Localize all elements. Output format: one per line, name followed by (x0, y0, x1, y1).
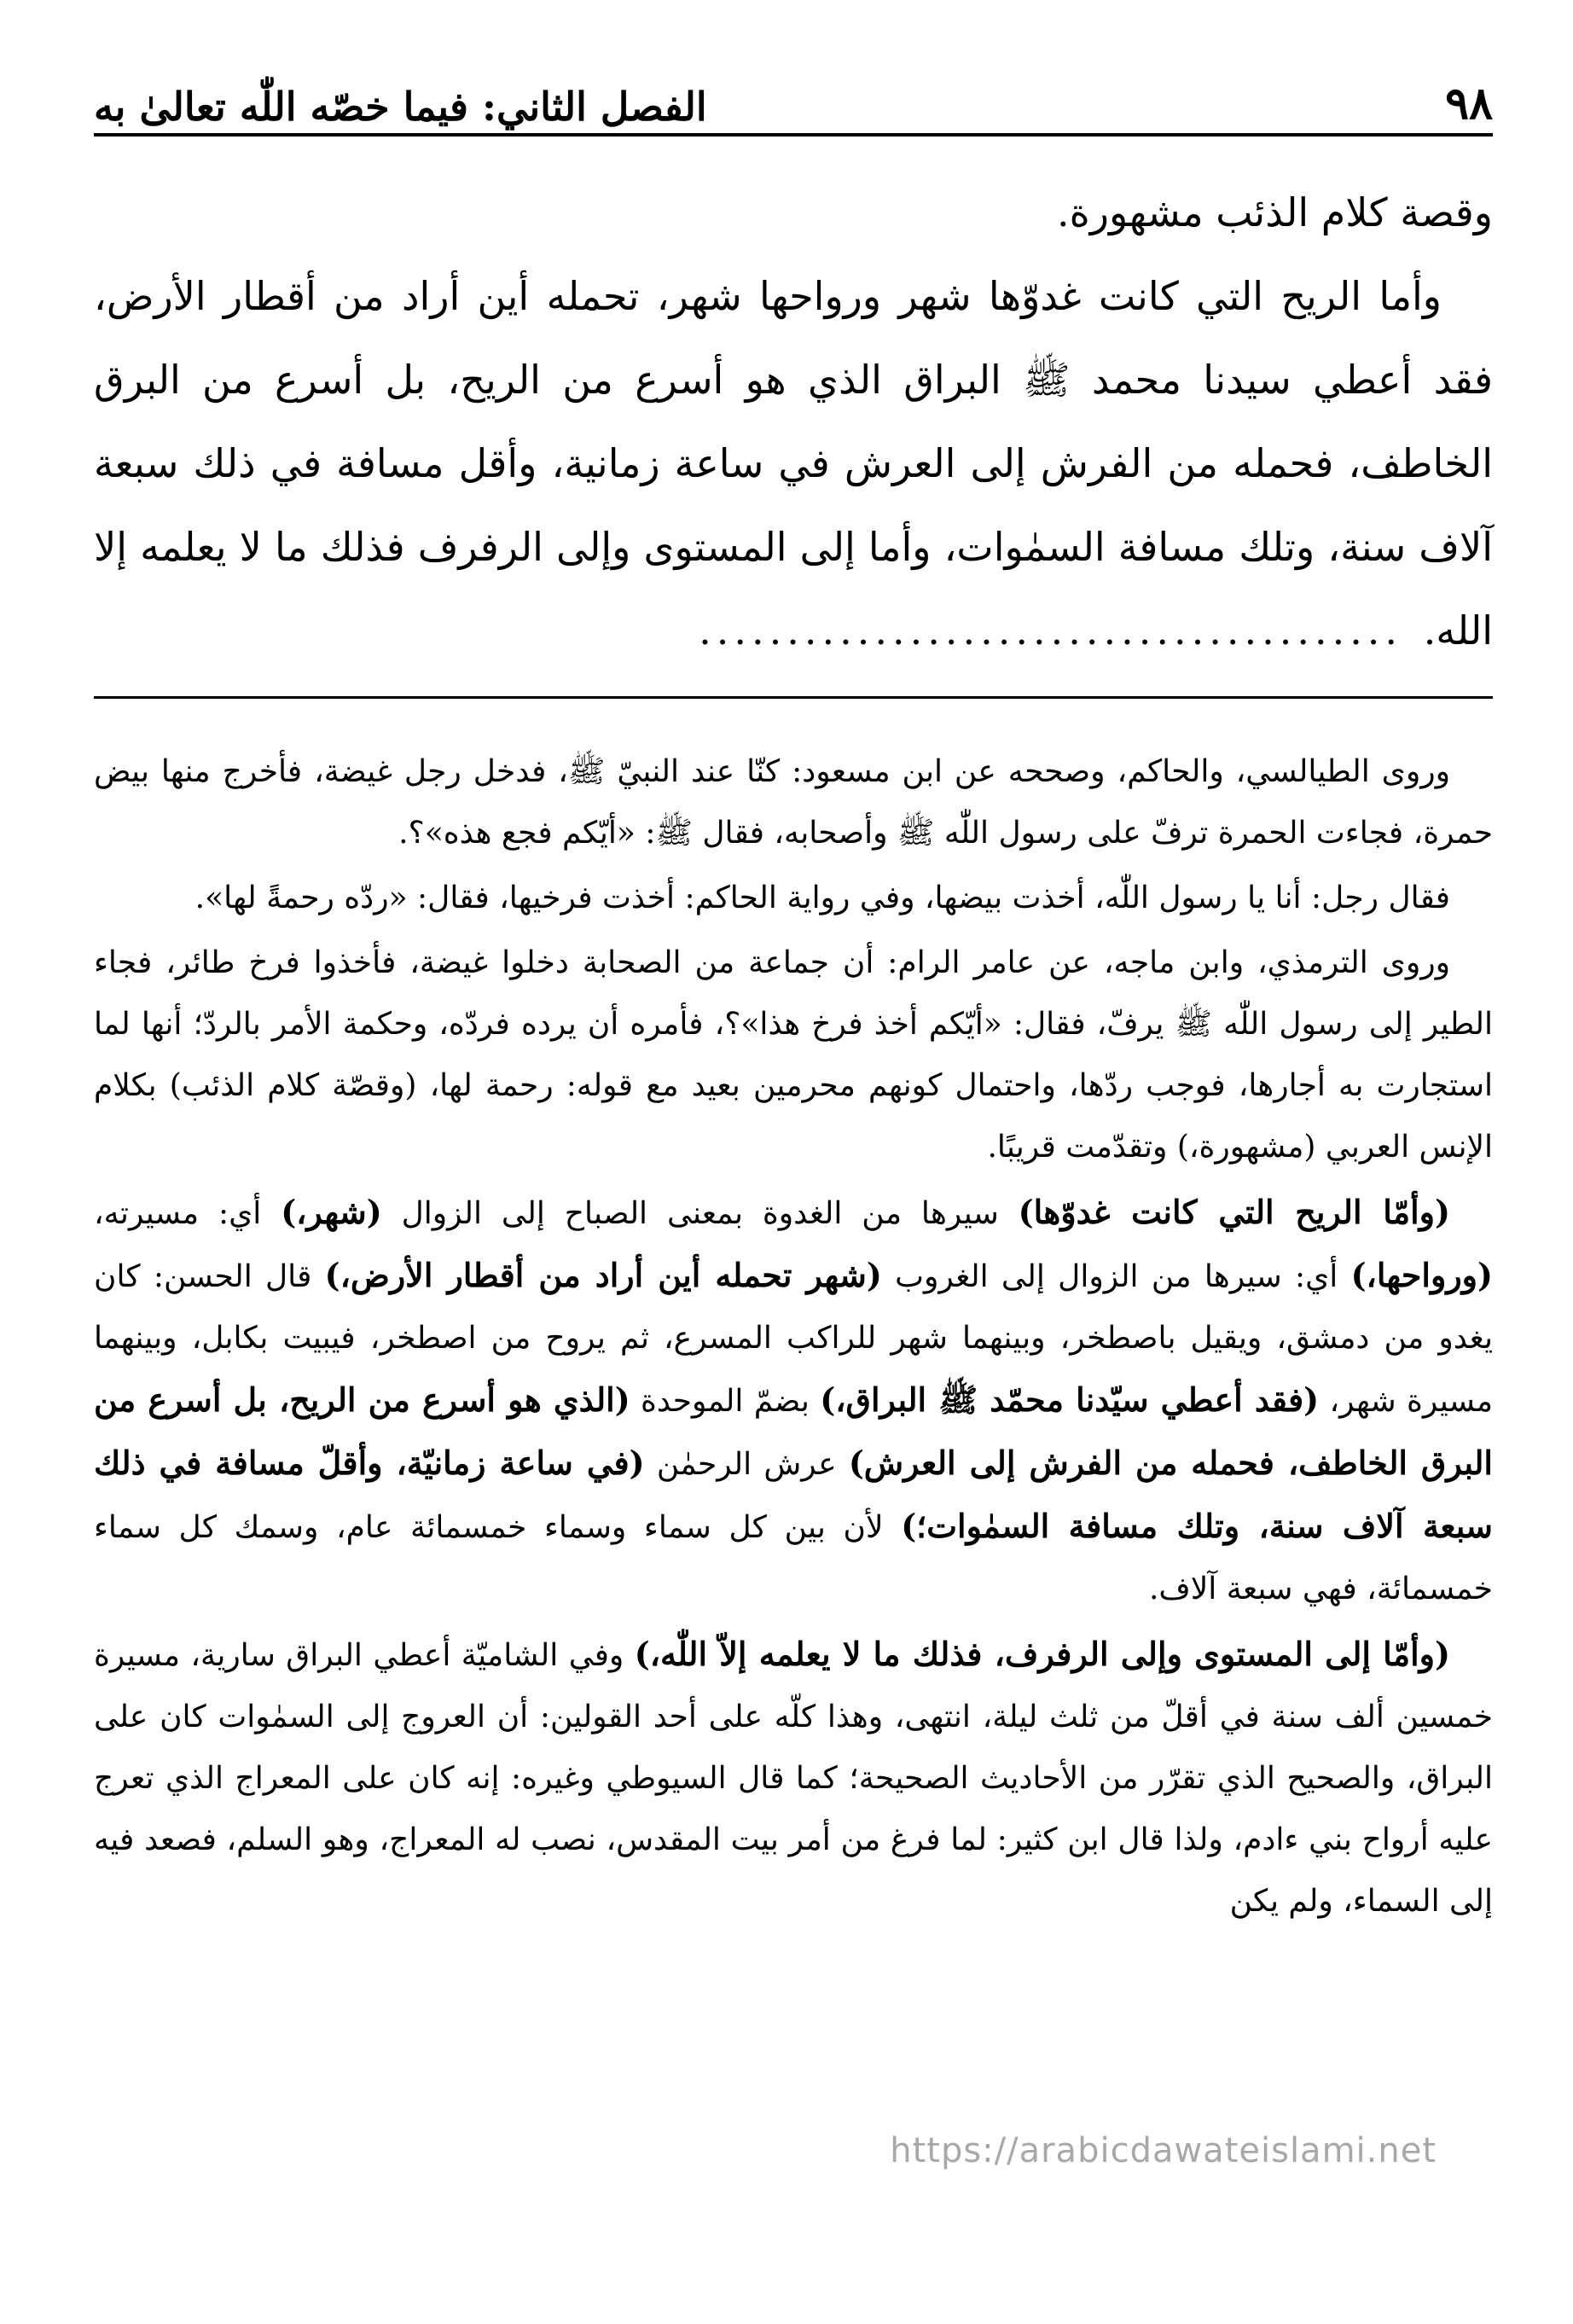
quoted-matn: (ورواحها،) (1350, 1256, 1493, 1294)
explanation: أي: سيرها من الزوال إلى الغروب (881, 1259, 1351, 1294)
commentary-paragraph-1: وروى الطيالسي، والحاكم، وصححه عن ابن مسعود: كنّا عند النبيّ ﷺ، فدخل رجل غيضة، فأخرج منها بيض حمرة، فجاءت الحمرة ترفّ على رسول اللّٰه ﷺ وأصحابه، فقال ﷺ: «أيّكم فجع هذه»؟. (94, 754, 1493, 851)
explanation: أي: مسيرته، (94, 1196, 282, 1231)
quoted-matn: (شهر،) (281, 1193, 382, 1231)
quoted-matn: (شهر تحمله أين أراد من أقطار الأرض،) (324, 1256, 882, 1294)
commentary-paragraph-2: فقال رجل: أنا يا رسول اللّٰه، أخذت بيضها، وفي رواية الحاكم: أخذت فرخيها، فقال: «ردّه رحمةً لها». (194, 880, 1450, 915)
page-header (94, 51, 1493, 137)
main-text-paragraph-1: وقصة كلام الذئب مشهورة. (1057, 189, 1493, 235)
main-text (94, 171, 1493, 672)
commentary-paragraph-3: وروى الترمذي، وابن ماجه، عن عامر الرام: أن جماعة من الصحابة دخلوا غيضة، فأخذوا فرخ طائر، فجاء الطير إلى رسول اللّٰه ﷺ يرفّ، فقال: «أيّكم أخذ فرخ هذا»؟، فأمره أن يرده فردّه، وحكمة الأمر بالردّ؛ أنها لما استجارت به أجارها، فوجب ردّها، واحتمال كونهم محرمين بعيد مع قوله: رحمة لها، (وقصّة كلام الذئب) بكلام الإنس العربي (مشهورة،) وتقدّمت قريبًا. (94, 945, 1493, 1165)
quoted-matn: (فقد أعطي سيّدنا محمّد ﷺ البراق،) (820, 1380, 1320, 1419)
separator-rule (94, 696, 1493, 699)
watermark-url: https://arabicdawateislami.net (890, 2131, 1437, 2170)
explanation: بضمّ الموحدة (630, 1384, 821, 1419)
book-page (94, 51, 1493, 2269)
page-number: ٩٨ (1445, 78, 1493, 130)
quoted-matn: (وأمّا الريح التي كانت غدوّها) (1018, 1193, 1451, 1231)
quoted-matn: (في ساعة زمانيّة، وأقلّ مسافة في ذلك سبعة آلاف سنة، وتلك مسافة السمٰوات؛) (94, 1444, 1494, 1545)
explanation: وفي الشاميّة أعطي البراق سارية، مسيرة خمسين ألف سنة في أقلّ من ثلث ليلة، انتهى، وهذا كلّه على أحد القولين: أن العروج إلى السمٰوات كان على البراق، والصحيح الذي تقرّر من الأحاديث الصحيحة؛ كما قال السيوطي وغيره: إنه كان على المعراج الذي تعرج عليه أرواح بني ءادم، ولذا قال ابن كثير: لما فرغ من أمر بيت المقدس، نصب له المعراج، وهو السلم، فصعد فيه إلى السماء، ولم يكن (94, 1638, 1493, 1919)
explanation: عرش الرحمٰن (644, 1447, 849, 1482)
running-title: الفصل الثاني: فيما خصّه اللّٰه تعالىٰ به (94, 84, 707, 130)
explanation: لأن بين كل سماء وسماء خمسمائة عام، وسمك كل سماء خمسمائة، فهي سبعة آلاف. (94, 1510, 1493, 1606)
commentary-text (94, 741, 1493, 1932)
quoted-matn: (الذي هو أسرع من الريح، بل أسرع من البرق الخاطف، فحمله من الفرش إلى العرش) (94, 1380, 1493, 1482)
commentary-paragraph-5 (94, 1624, 1493, 1932)
ellipsis-dots: ........................................ (699, 607, 1403, 654)
commentary-paragraph-4 (94, 1182, 1493, 1620)
explanation: قال الحسن: كان يغدو من دمشق، ويقيل باصطخر، وبينهما شهر للراكب المسرع، ثم يروح من اصطخر، فيبيت بكابل، وبينهما مسيرة شهر، (94, 1259, 1494, 1419)
explanation: سيرها من الغدوة بمعنى الصباح إلى الزوال (381, 1196, 1019, 1231)
main-text-paragraph-2-body: وأما الريح التي كانت غدوّها شهر ورواحها شهر، تحمله أين أراد من أقطار الأرض، فقد أعطي سيدنا محمد ﷺ البراق الذي هو أسرع من الريح، بل أسرع من البرق الخاطف، فحمله من الفرش إلى العرش في ساعة زمانية، وأقل مسافة في ذلك سبعة آلاف سنة، وتلك مسافة السمٰوات، وأما إلى المستوى وإلى الرفرف فذلك ما لا يعلمه إلا الله. (94, 273, 1493, 654)
quoted-matn: (وأمّا إلى المستوى وإلى الرفرف، فذلك ما لا يعلمه إلاّ اللّٰه،) (634, 1635, 1451, 1673)
main-text-paragraph-2 (94, 254, 1493, 672)
